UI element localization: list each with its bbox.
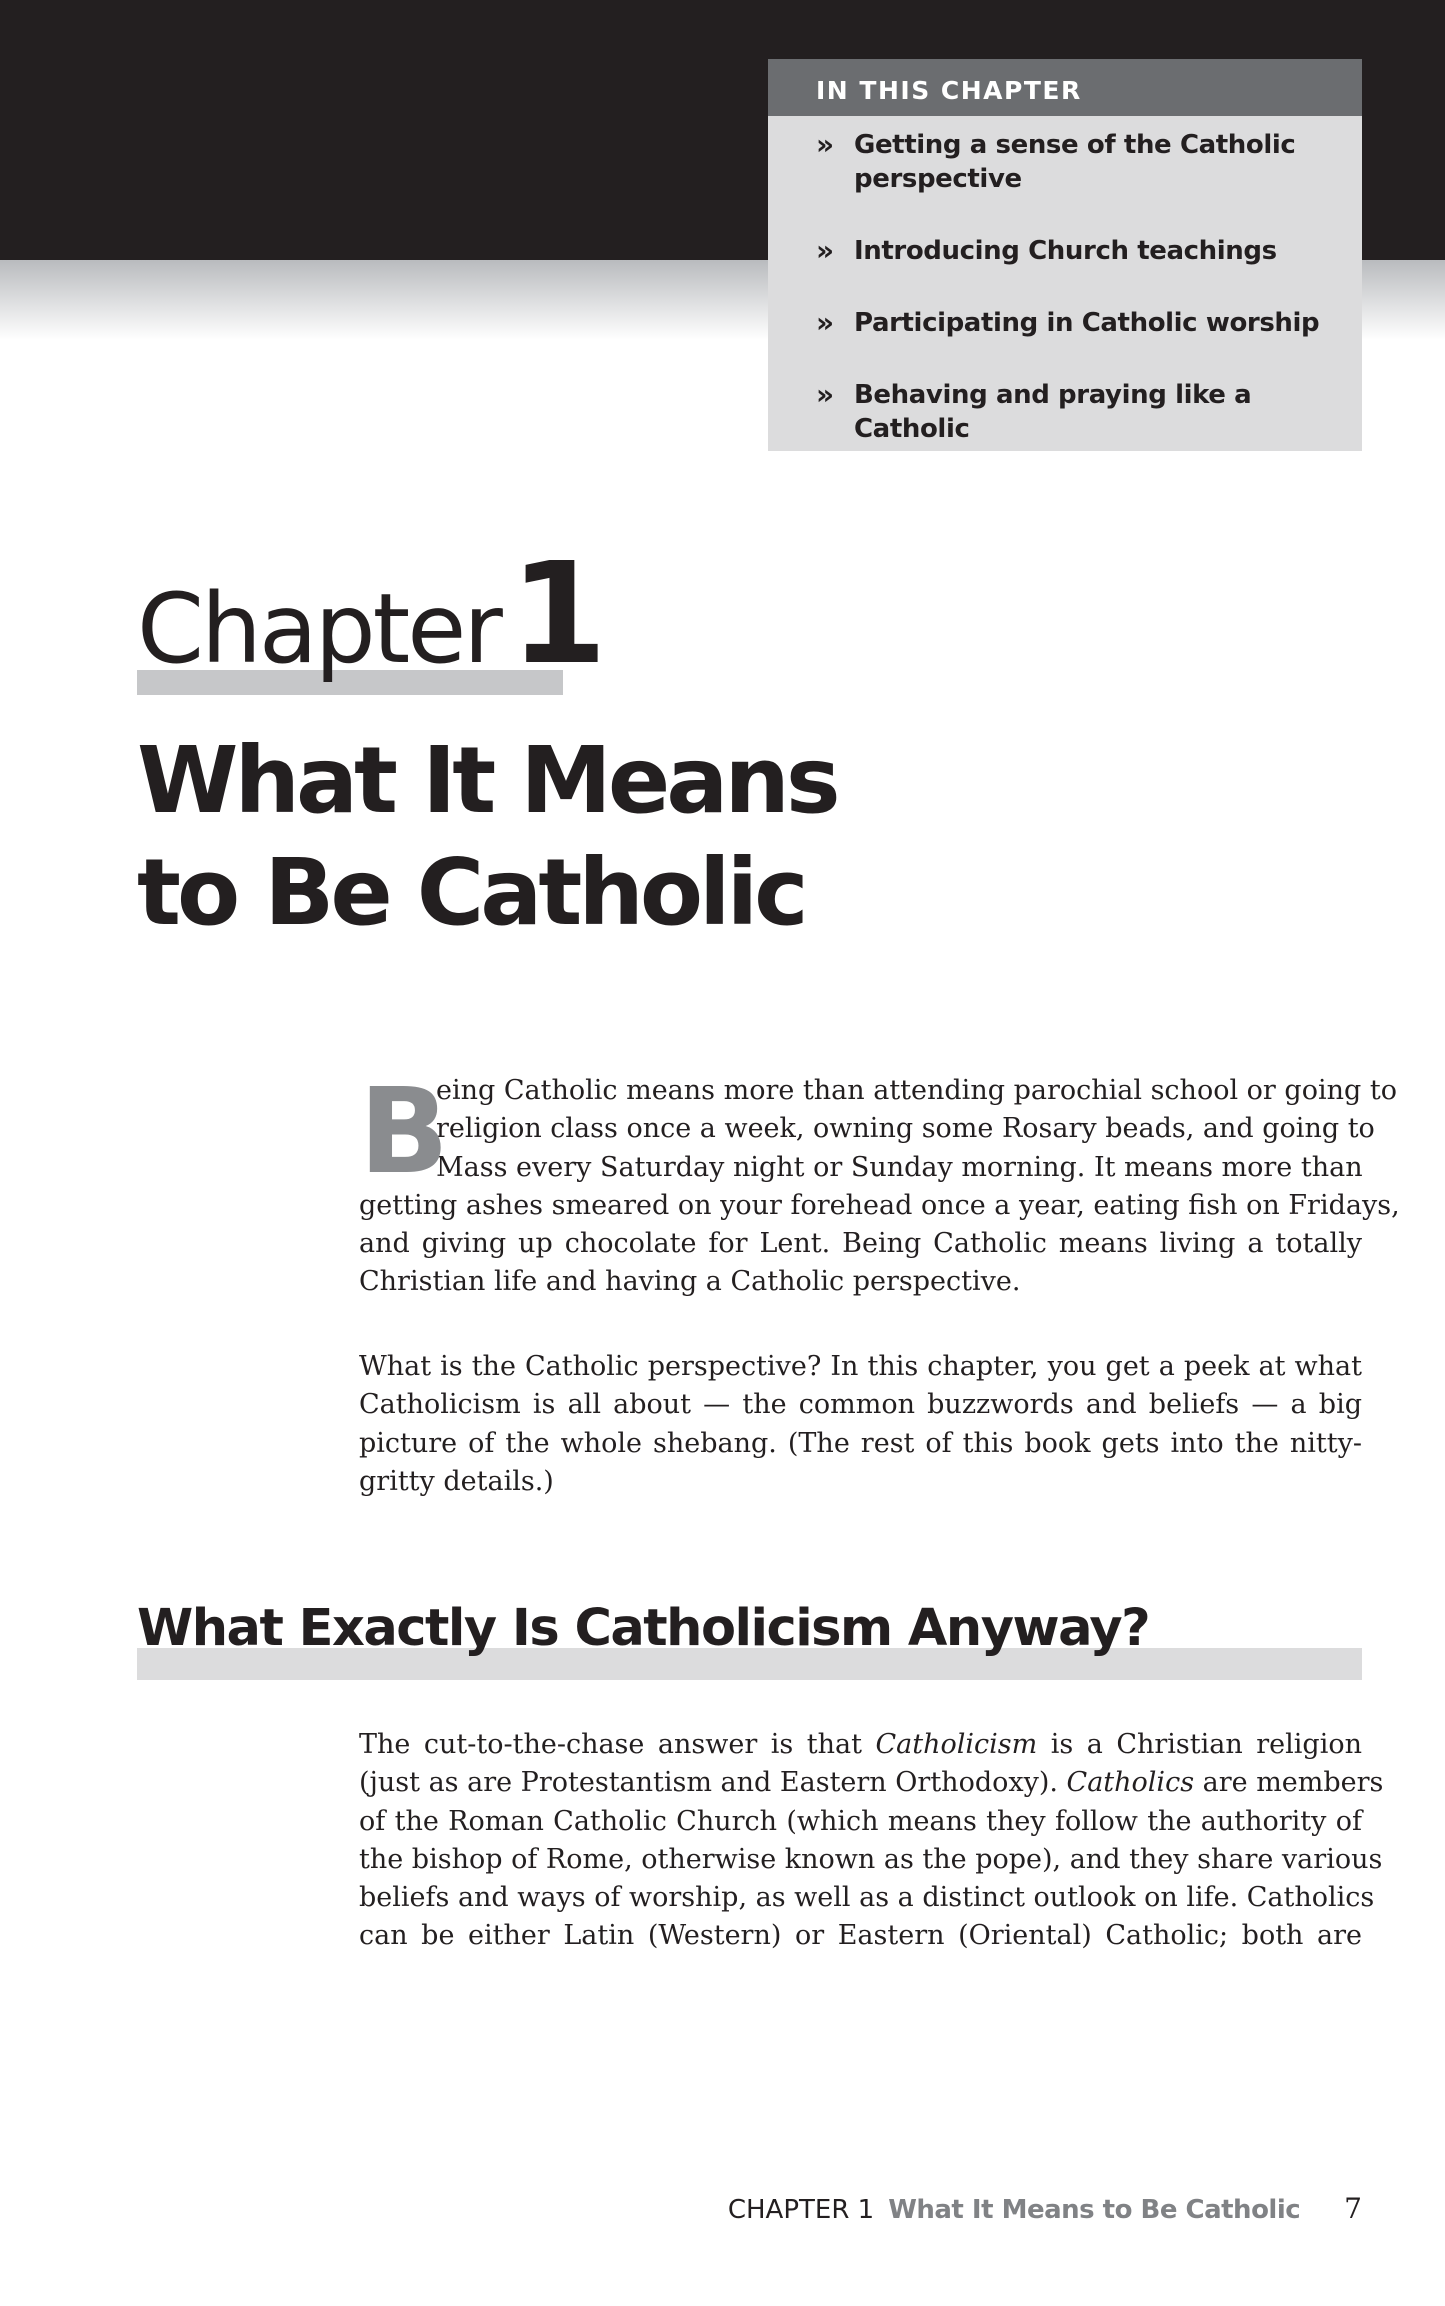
chapter-label <box>137 533 608 696</box>
text-line: What is the Catholic perspective? In this chapter, you get a peek at what <box>359 1351 1362 1382</box>
text-line: Christian life and having a Catholic perspective. <box>359 1266 1021 1298</box>
section-heading: What Exactly Is Catholicism Anyway? <box>137 1599 1150 1658</box>
text-line: getting ashes smeared on your forehead once a year, eating fish on Fridays, <box>359 1189 1400 1221</box>
section-paragraph <box>359 1726 1384 1956</box>
in-this-chapter-box <box>768 59 1362 451</box>
text-line: Catholicism is all about — the common buzzwords and beliefs — a big <box>359 1389 1362 1421</box>
text-line: religion class once a week, owning some Rosary beads, and going to <box>436 1113 1375 1145</box>
drop-cap: B <box>359 1062 449 1200</box>
page-number: 7 <box>1344 2192 1362 2225</box>
double-chevron-right-icon: » <box>816 306 834 339</box>
text-line: and giving up chocolate for Lent. Being Catholic means living a totally <box>359 1228 1362 1260</box>
intro-paragraph <box>359 1062 1400 1302</box>
item-text: perspective <box>854 164 1022 194</box>
box-heading: IN THIS CHAPTER <box>768 59 1362 116</box>
text-run: (just as are Protestantism and Eastern Orthodoxy). <box>359 1767 1067 1799</box>
text-run: are members <box>1194 1767 1384 1799</box>
chapter-title <box>137 725 837 949</box>
chapter-topics-list <box>768 116 1362 446</box>
text-line: can be either Latin (Western) or Eastern (Oriental) Catholic; both are <box>359 1920 1362 1952</box>
footer-chapter: CHAPTER 1 <box>727 2195 875 2225</box>
list-item <box>816 378 1362 446</box>
double-chevron-right-icon: » <box>816 378 834 411</box>
text-line: eing Catholic means more than attending parochial school or going to <box>436 1075 1397 1106</box>
list-item <box>816 306 1362 340</box>
text-line: Mass every Saturday night or Sunday morning. It means more than <box>436 1151 1363 1183</box>
item-text: Introducing Church teachings <box>854 236 1277 266</box>
chapter-number: 1 <box>509 533 608 696</box>
text-line: picture of the whole shebang. (The rest of this book gets into the nitty- <box>359 1427 1362 1459</box>
text-line <box>359 1764 1384 1802</box>
text-line: of the Roman Catholic Church (which means they follow the authority of <box>359 1805 1362 1837</box>
page-footer <box>728 2192 1362 2225</box>
chapter-word: Chapter <box>137 573 500 685</box>
text-run: The cut-to-the-chase answer is that <box>359 1729 876 1760</box>
italic-term: Catholicism <box>875 1729 1038 1760</box>
text-line: beliefs and ways of worship, as well as a distinct outlook on life. Catholics <box>359 1882 1375 1914</box>
list-item <box>816 128 1362 196</box>
text-line: the bishop of Rome, otherwise known as the pope), and they share various <box>359 1843 1383 1875</box>
title-line: to Be Catholic <box>137 839 805 946</box>
text-line: gritty details.) <box>359 1465 554 1497</box>
second-paragraph <box>359 1348 1362 1501</box>
item-text: Getting a sense of the Catholic <box>854 130 1296 160</box>
item-text: Behaving and praying like a Catholic <box>854 380 1252 444</box>
double-chevron-right-icon: » <box>816 128 834 161</box>
text-run: is a Christian religion <box>1037 1729 1362 1760</box>
italic-term: Catholics <box>1066 1767 1195 1799</box>
text-line <box>359 1726 1362 1764</box>
item-text: Participating in Catholic worship <box>854 308 1320 338</box>
title-line: What It Means <box>137 727 837 834</box>
footer-title: What It Means to Be Catholic <box>888 2195 1301 2225</box>
list-item <box>816 234 1362 268</box>
double-chevron-right-icon: » <box>816 234 834 267</box>
